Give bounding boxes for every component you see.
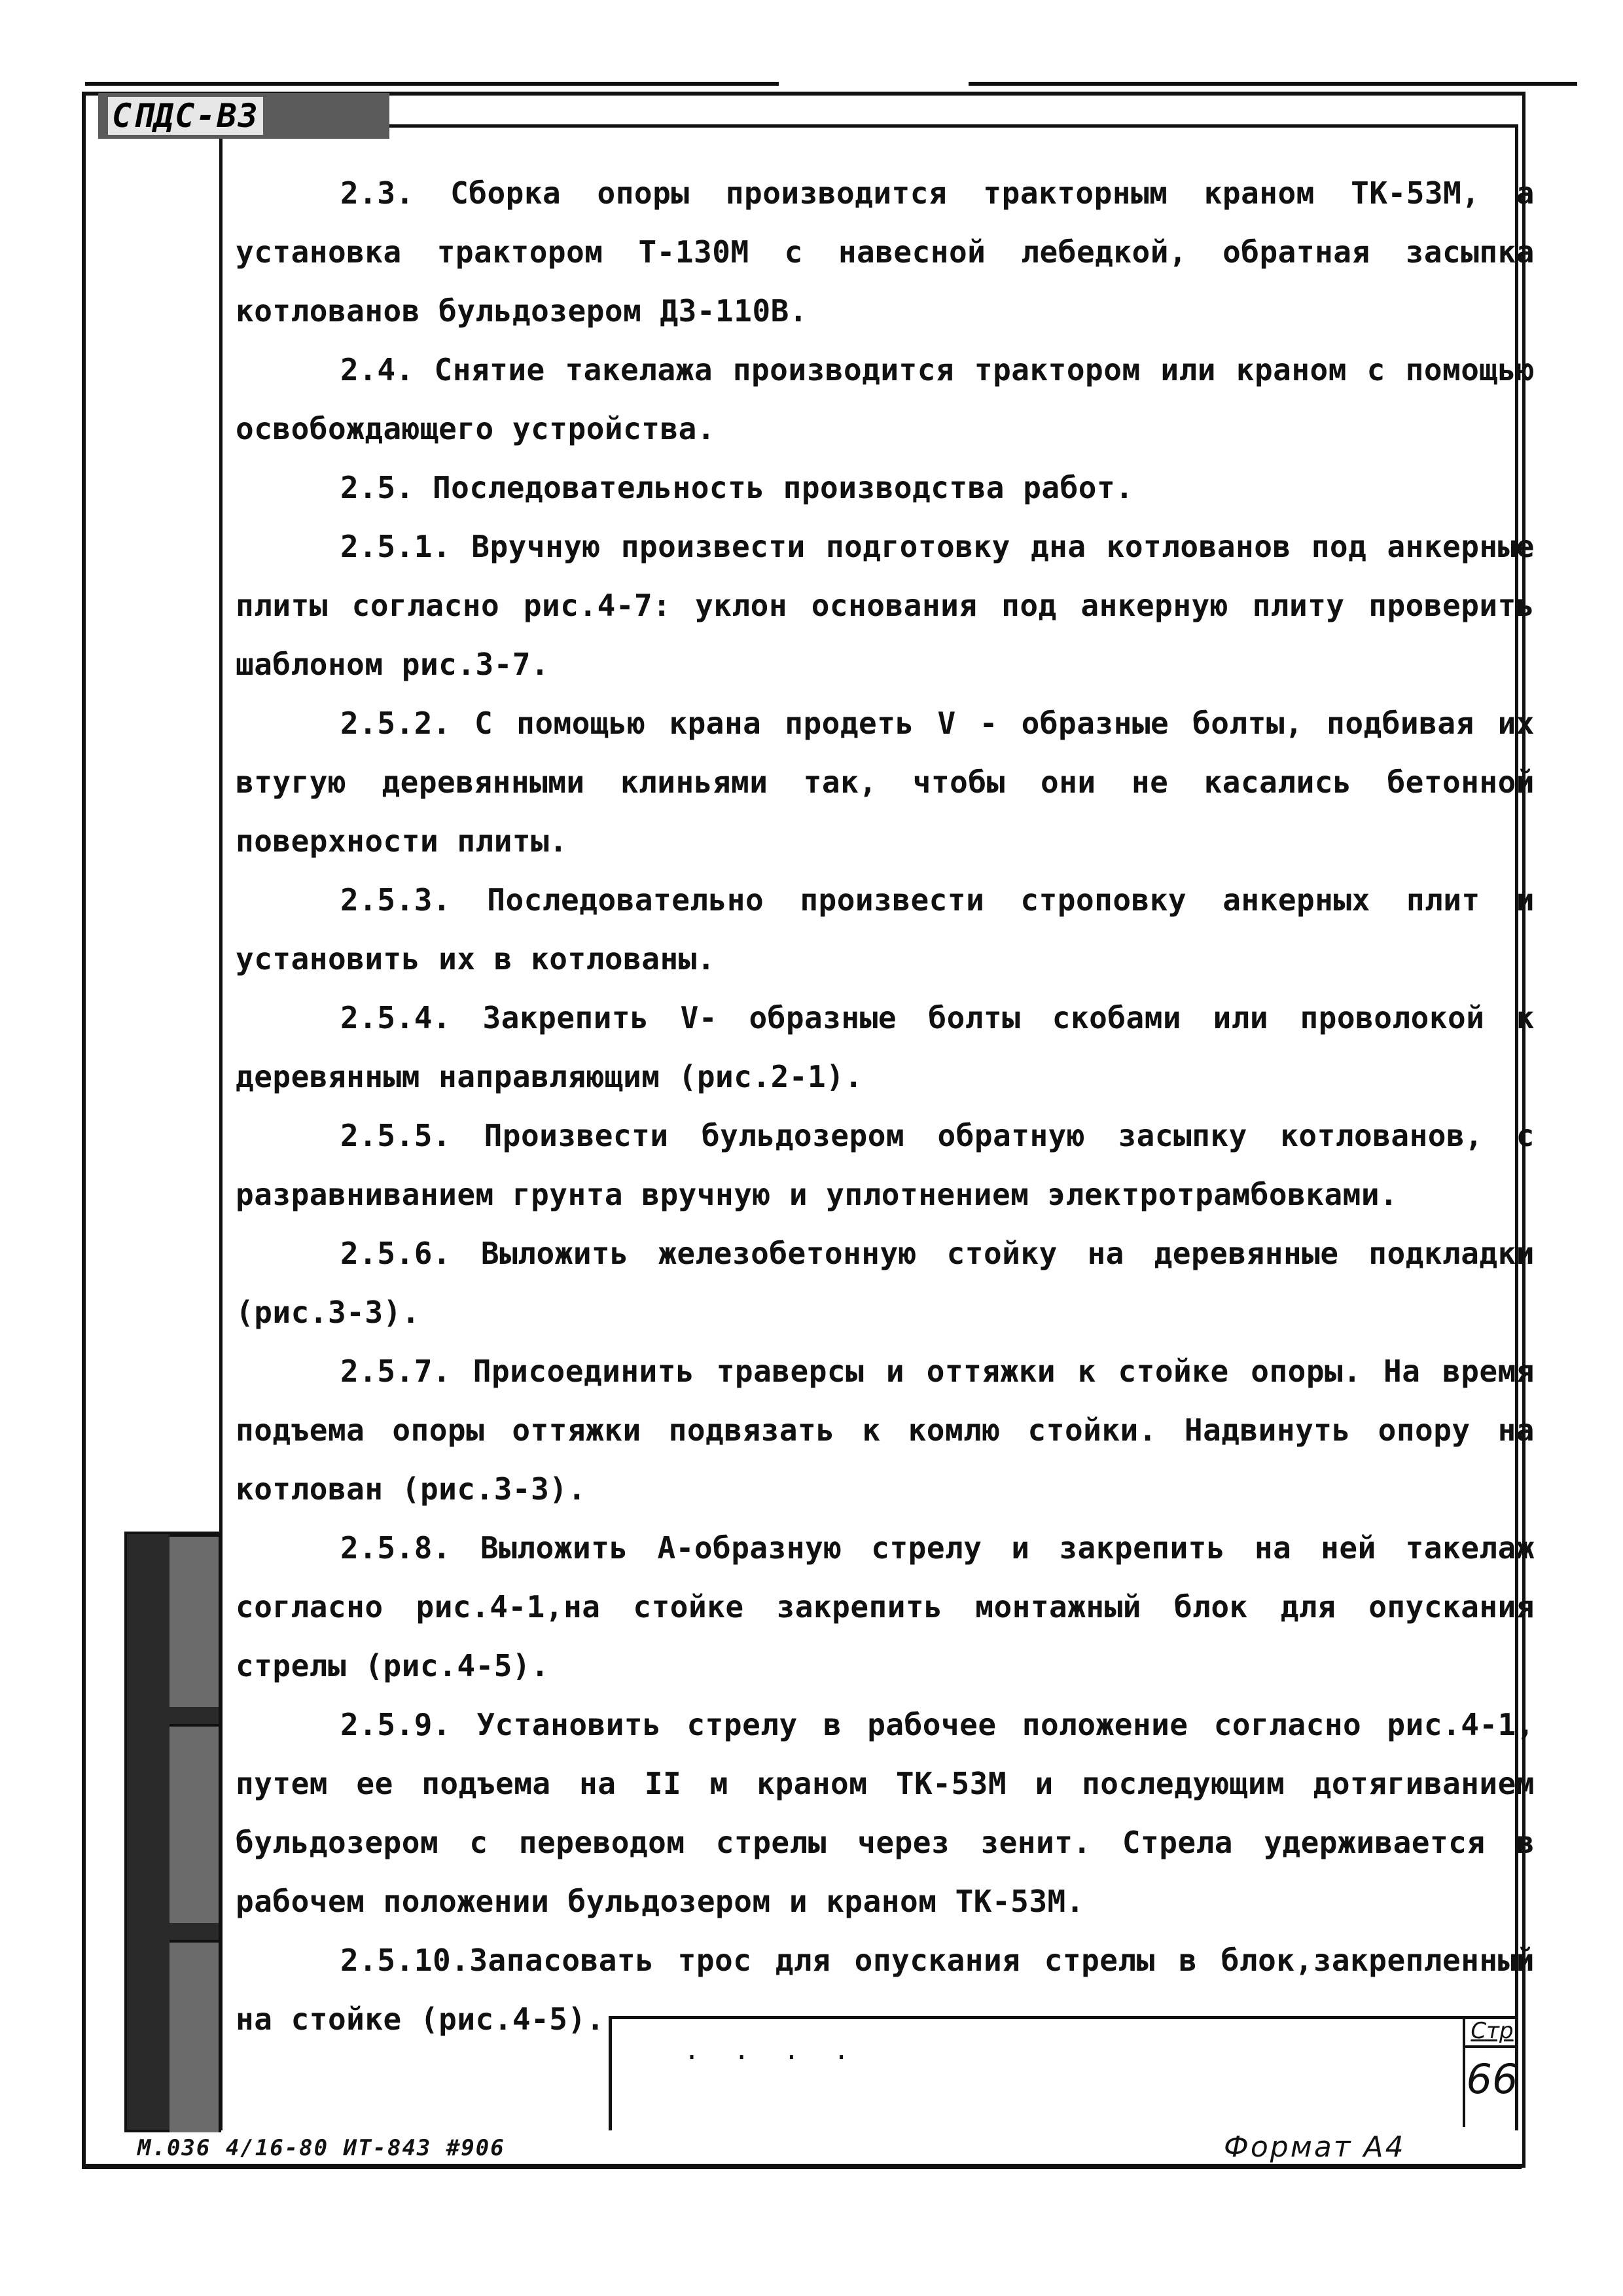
format-label: Формат А4 — [1224, 2130, 1406, 2164]
side-stamp-block — [124, 1532, 221, 2132]
paragraph-2-5-10: 2.5.10.Запасовать трос для опускания стрелы в блок,закрепленный на стойке (рис.4-5). — [236, 1943, 1535, 2037]
title-block — [609, 2016, 1518, 2130]
paragraph-2-5-5: 2.5.5. Произвести бульдозером обратную засыпку котлованов, с разравниванием грунта вручную и уплотнением электротрамбовками. — [236, 1118, 1535, 1212]
page-box-divider — [1463, 2045, 1518, 2048]
paragraph-2-5-1: 2.5.1. Вручную произвести подготовку дна котлованов под анкерные плиты согласно рис.4-7: уклон основания под анкерную плиту проверить шаблоном рис.3-7. — [236, 529, 1535, 682]
document-body — [236, 164, 1535, 2049]
paragraph-2-5: 2.5. Последовательность производства работ. — [340, 470, 1134, 505]
page-label: Стр — [1471, 2018, 1514, 2044]
paragraph-2-5-2: 2.5.2. С помощью крана продеть V - образные болты, подбивая их втугую деревянными клиньями так, чтобы они не касались бетонной поверхности плиты. — [236, 706, 1535, 859]
title-block-dots: . . . . — [684, 2036, 859, 2066]
paragraph-2-5-4: 2.5.4. Закрепить V- образные болты скобами или проволокой к деревянным направляющим (рис.2-1). — [236, 1000, 1535, 1094]
paragraph-2-5-9: 2.5.9. Установить стрелу в рабочее положение согласно рис.4-1, путем ее подъема на II м краном ТК-53М и последующим дотягиванием бульдозером с переводом стрелы через зенит. Стрела удерживается в рабочем положении бульдозером и краном ТК-53М. — [236, 1707, 1535, 1919]
paragraph-2-3: 2.3. Сборка опоры производится тракторным краном ТК-53М, а установка трактором Т-130М с навесной лебедкой, обратная засыпка котлованов бульдозером ДЗ-110В. — [236, 175, 1535, 329]
top-rule-left — [85, 82, 779, 86]
footer-code: М.036 4/16-80 ИТ-843 #906 — [137, 2135, 505, 2161]
page-number: 66 — [1466, 2055, 1518, 2103]
paragraph-2-5-3: 2.5.3. Последовательно произвести строповку анкерных плит и установить их в котлованы. — [236, 882, 1535, 977]
paragraph-2-5-7: 2.5.7. Присоединить траверсы и оттяжки к стойке опоры. На время подъема опоры оттяжки подвязать к комлю стойки. Надвинуть опору на котлован (рис.3-3). — [236, 1354, 1535, 1507]
paragraph-2-5-6: 2.5.6. Выложить железобетонную стойку на деревянные подкладки (рис.3-3). — [236, 1236, 1535, 1330]
paragraph-2-5-8: 2.5.8. Выложить А-образную стрелу и закрепить на ней такелаж согласно рис.4-1,на стойке закрепить монтажный блок для опускания стрелы (рис.4-5). — [236, 1530, 1535, 1683]
header-stamp: СПДС-ВЗ — [98, 93, 389, 139]
paragraph-2-4: 2.4. Снятие такелажа производится трактором или краном с помощью освобождающего устройства. — [236, 352, 1535, 446]
top-rule-right — [969, 82, 1577, 86]
bottom-rule — [82, 2166, 1522, 2169]
